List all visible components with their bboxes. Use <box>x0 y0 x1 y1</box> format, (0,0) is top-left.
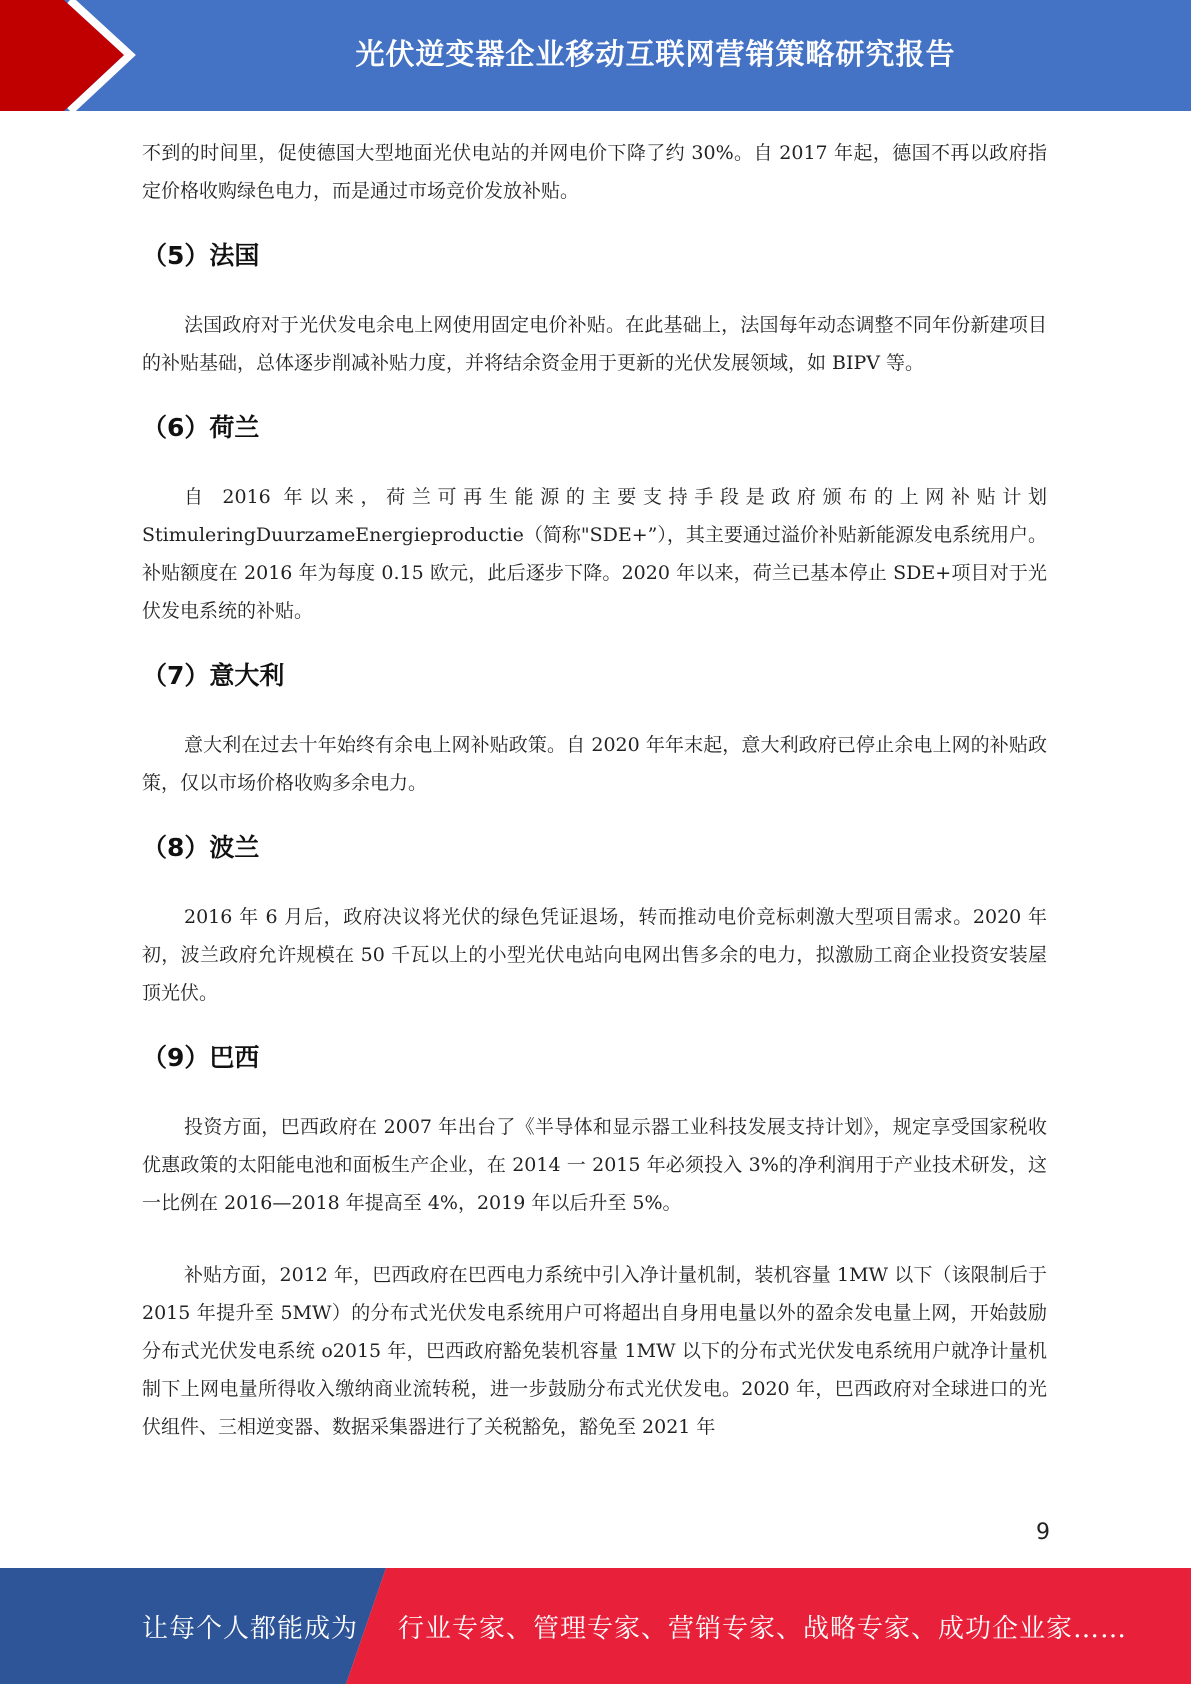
page-header <box>0 0 1191 111</box>
section-heading-france: （5）法国 <box>142 241 260 270</box>
footer-slogan-right: 行业专家、管理专家、营销专家、战略专家、成功企业家…… <box>398 1613 1128 1644</box>
section-heading-italy: （7）意大利 <box>142 661 285 690</box>
section-paragraph-france: 法国政府对于光伏发电余电上网使用固定电价补贴。在此基础上，法国每年动态调整不同年份新建项目的补贴基础，总体逐步削减补贴力度，并将结余资金用于更新的光伏发展领域，如 BIPV 等。 <box>142 314 1047 374</box>
section-heading-poland: （8）波兰 <box>142 833 260 862</box>
intro-paragraph: 不到的时间里，促使德国大型地面光伏电站的并网电价下降了约 30%。自 2017 年起，德国不再以政府指定价格收购绿色电力，而是通过市场竞价发放补贴。 <box>142 142 1047 202</box>
page-footer <box>0 1568 1191 1684</box>
footer-slogan-left: 让每个人都能成为 <box>142 1613 359 1644</box>
section-paragraph-brazil-investment: 投资方面，巴西政府在 2007 年出台了《半导体和显示器工业科技发展支持计划》，规定享受国家税收优惠政策的太阳能电池和面板生产企业，在 2014 一 2015 年必须投入 3%的净利润用于产业技术研发，这一比例在 2016—2018 年提高至 4%，2019 年以后升至 5%。 <box>142 1116 1047 1214</box>
page-number: 9 <box>1036 1520 1050 1545</box>
document-body <box>142 134 1047 1446</box>
section-heading-netherlands: （6）荷兰 <box>142 413 260 442</box>
report-title: 光伏逆变器企业移动互联网营销策略研究报告 <box>355 36 956 71</box>
section-paragraph-brazil-subsidy: 补贴方面，2012 年，巴西政府在巴西电力系统中引入净计量机制，装机容量 1MW 以下（该限制后于 2015 年提升至 5MW）的分布式光伏发电系统用户可将超出自身用电量以外的盈余发电量上网，开始鼓励分布式光伏发电系统 o2015 年，巴西政府豁免装机容量 1MW 以下的分布式光伏发电系统用户就净计量机制下上网电量所得收入缴纳商业流转税，进一步鼓励分布式光伏发电。2020 年，巴西政府对全球进口的光伏组件、三相逆变器、数据采集器进行了关税豁免，豁免至 2021 年 <box>142 1264 1047 1438</box>
header-arrow-decoration <box>0 0 160 111</box>
section-paragraph-netherlands: 自 2016 年以来，荷兰可再生能源的主要支持手段是政府颁布的上网补贴计划 StimuleringDuurzameEnergieproductie（简称"SDE+”），其主要通过溢价补贴新能源发电系统用户。补贴额度在 2016 年为每度 0.15 欧元，此后逐步下降。2020 年以来，荷兰已基本停止 SDE+项目对于光伏发电系统的补贴。 <box>142 486 1047 622</box>
section-paragraph-poland: 2016 年 6 月后，政府决议将光伏的绿色凭证退场，转而推动电价竞标刺激大型项目需求。2020 年初，波兰政府允许规模在 50 千瓦以上的小型光伏电站向电网出售多余的电力，拟激励工商企业投资安装屋顶光伏。 <box>142 906 1047 1004</box>
section-heading-brazil: （9）巴西 <box>142 1043 260 1072</box>
section-paragraph-italy: 意大利在过去十年始终有余电上网补贴政策。自 2020 年年末起，意大利政府已停止余电上网的补贴政策，仅以市场价格收购多余电力。 <box>142 734 1047 794</box>
